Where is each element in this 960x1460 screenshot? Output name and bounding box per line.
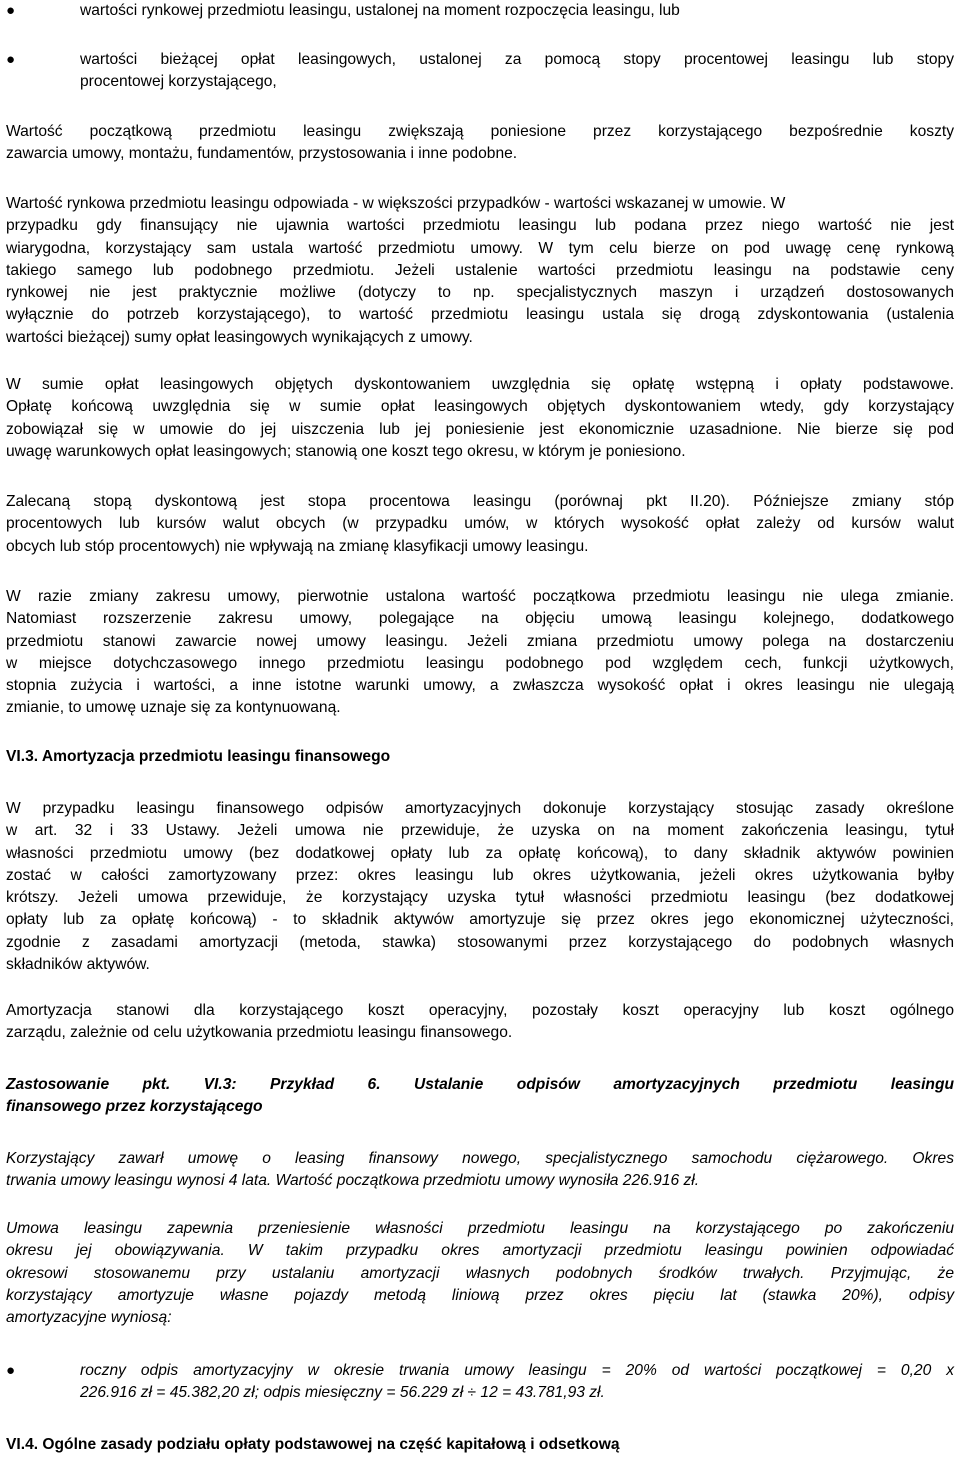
text-line: opłaty lub za opłatę końcową) - to składnik aktywów amortyzuje się przez okres jego ekonomicznej użyteczności, <box>6 911 954 929</box>
text-line: Wartość rynkowa przedmiotu leasingu odpowiada - w większości przypadków - wartości wskazanej w umowie. W <box>6 195 786 212</box>
bullet-icon: ● <box>6 51 16 68</box>
text-fragment: 12 = 43.781,93 zł. <box>480 1384 605 1402</box>
text-line: okresu jej obowiązywania. W takim przypadku okres amortyzacji przedmiotu leasingu powinien odpowiadać <box>6 1242 954 1260</box>
paragraph <box>6 586 954 720</box>
text-line: W sumie opłat leasingowych objętych dyskontowaniem uwzględnia się opłatę wstępną i opłaty podstawowe. <box>6 376 954 393</box>
text-line: wartości bieżącej opłat leasingowych, ustalonej za pomocą stopy procentowej leasingu lub stopy <box>80 51 954 68</box>
text-line: finansowego przez korzystającego <box>6 1098 263 1116</box>
text-line: roczny odpis amortyzacyjny w okresie trwania umowy leasingu = 20% od wartości początkowej = 0,20 x <box>80 1362 954 1379</box>
text-line: rynkowej nie jest praktycznie możliwe (dotyczy to np. specjalistycznych maszyn i urządzeń dostosowanych <box>6 284 954 302</box>
text-line: Natomiast rozszerzenie zakresu umowy, polegające na objęciu umową leasingu kolejnego, dodatkowego <box>6 610 954 628</box>
text-line: wiarygodna, korzystający sam ustala wartość przedmiotu umowy. W tym celu bierze on pod uwagę cenę rynkową <box>6 239 954 257</box>
text-line: wartości rynkowej przedmiotu leasingu, ustalonej na moment rozpoczęcia leasingu, lub <box>80 2 680 19</box>
text-line: zawarcia umowy, montażu, fundamentów, przystosowania i inne podobne. <box>6 145 518 163</box>
text-fragment: 226.916 zł = 45.382,20 zł; odpis miesięczny = 56.229 zł <box>80 1384 464 1402</box>
text-line: zobowiązał się w umowie do jej uiszczenia lub jej poniesienie jest ekonomicznie uzasadnione. Nie bierze się pod <box>6 420 954 438</box>
bullet-icon: ● <box>6 1362 16 1379</box>
text-line: wyłącznie do potrzeb korzystającego), to wartość przedmiotu leasingu ustala się drogą zdyskontowania (ustalenia <box>6 306 954 324</box>
text-line: wartości bieżącej) sumy opłat leasingowych wynikających z umowy. <box>6 328 473 346</box>
paragraph <box>6 1148 954 1193</box>
paragraph <box>6 193 954 349</box>
text-line: korzystający amortyzuje własne pojazdy metodą liniową przez okres pięciu lat (stawka 20%), odpisy <box>6 1286 954 1304</box>
section-heading: VI.3. Amortyzacja przedmiotu leasingu finansowego <box>6 748 391 765</box>
text-line <box>80 1382 954 1404</box>
text-line: Zalecaną stopą dyskontową jest stopa procentowa leasingu (porównaj pkt II.20). Późniejsze zmiany stóp <box>6 493 954 510</box>
section-heading: VI.4. Ogólne zasady podziału opłaty podstawowej na część kapitałową i odsetkową <box>6 1436 620 1453</box>
text-line: procentowych lub kursów walut obcych (w przypadku umów, w których wysokość opłat zależy od kursów walut <box>6 515 954 533</box>
example-heading <box>6 1074 954 1119</box>
text-line: zostać w całości zamortyzowany przez: okres leasingu lub okres użytkowania, jeżeli okres użytkowania byłby <box>6 866 954 884</box>
text-line: Korzystający zawarł umowę o leasing finansowy nowego, specjalistycznego samochodu ciężarowego. Okres <box>6 1150 954 1167</box>
paragraph <box>6 1000 954 1045</box>
text-line: Amortyzacja stanowi dla korzystającego koszt operacyjny, pozostały koszt operacyjny lub koszt ogólnego <box>6 1002 954 1019</box>
text-line: w art. 32 i 33 Ustawy. Jeżeli umowa nie przewiduje, że uzyska on na moment zakończenia leasingu, tytuł <box>6 822 954 840</box>
text-line: przypadku gdy finansujący nie ujawnia wartości przedmiotu leasingu lub podana przez niego wartość nie jest <box>6 217 954 235</box>
paragraph <box>6 798 954 976</box>
text-line: amortyzacyjne wyniosą: <box>6 1309 172 1327</box>
divide-icon: ÷ <box>467 1384 477 1402</box>
text-line: Zastosowanie pkt. VI.3: Przykład 6. Ustalanie odpisów amortyzacyjnych przedmiotu leasingu <box>6 1076 954 1093</box>
text-line: trwania umowy leasingu wynosi 4 lata. Wartość początkowa przedmiotu umowy wynosiła 226.916 zł. <box>6 1172 700 1190</box>
text-line: stopnia zużycia i wartości, a inne istotne warunki umowy, a zwłaszcza wysokość opłat i okres leasingu nie ulegają <box>6 677 954 695</box>
text-line: zmianie, to umowę uznaje się za kontynuowaną. <box>6 699 341 717</box>
text-line: takiego samego lub podobnego przedmiotu. Jeżeli ustalenie wartości przedmiotu leasingu na podstawie ceny <box>6 261 954 279</box>
bullet-icon: ● <box>6 2 16 19</box>
text-line: okresowi stosowanemu przy ustalaniu amortyzacji własnych podobnych środków trwałych. Przyjmując, że <box>6 1264 954 1282</box>
text-line: zgodnie z zasadami amortyzacji (metoda, stawka) stosowanymi przez korzystającego do podobnych własnych <box>6 933 954 951</box>
paragraph <box>6 374 954 463</box>
text-line: zarządu, zależnie od celu użytkowania przedmiotu leasingu finansowego. <box>6 1024 513 1042</box>
text-line: W przypadku leasingu finansowego odpisów amortyzacyjnych dokonuje korzystający stosując zasady określone <box>6 800 954 817</box>
text-line: procentowej korzystającego, <box>80 73 277 91</box>
text-line: Opłatę końcową uwzględnia się w sumie opłat leasingowych objętych dyskontowaniem wtedy, gdy korzystający <box>6 398 954 416</box>
text-line: składników aktywów. <box>6 956 150 974</box>
text-line: W razie zmiany zakresu umowy, pierwotnie ustalona wartość początkowa przedmiotu leasingu nie ulega zmianie. <box>6 588 954 605</box>
text-line: krótszy. Jeżeli umowa przewiduje, że korzystający uzyska tytuł własności przedmiotu leasingu (bez dodatkowej <box>6 889 954 907</box>
text-line: przedmiotu stanowi zawarcie nowej umowy leasingu. Jeżeli zmiana przedmiotu umowy polega na dostarczeniu <box>6 632 954 650</box>
text-line: w miejsce dotychczasowego innego przedmiotu leasingu podobnego pod względem cech, funkcji użytkowych, <box>6 654 954 672</box>
text-line: Umowa leasingu zapewnia przeniesienie własności przedmiotu leasingu na korzystającego po zakończeniu <box>6 1220 954 1237</box>
paragraph <box>6 121 954 166</box>
text-line: uwagę warunkowych opłat leasingowych; stanowią one koszt tego okresu, w którym je poniesiono. <box>6 442 686 460</box>
paragraph <box>6 491 954 558</box>
text-line: własności przedmiotu umowy (bez dodatkowej opłaty lub za opłatę końcową), to dany składnik aktywów powinien <box>6 844 954 862</box>
text-line: obcych lub stóp procentowych) nie wpływają na zmianę klasyfikacji umowy leasingu. <box>6 537 589 555</box>
paragraph <box>6 1218 954 1329</box>
text-line: Wartość początkową przedmiotu leasingu zwiększają poniesione przez korzystającego bezpośrednie koszty <box>6 123 954 140</box>
